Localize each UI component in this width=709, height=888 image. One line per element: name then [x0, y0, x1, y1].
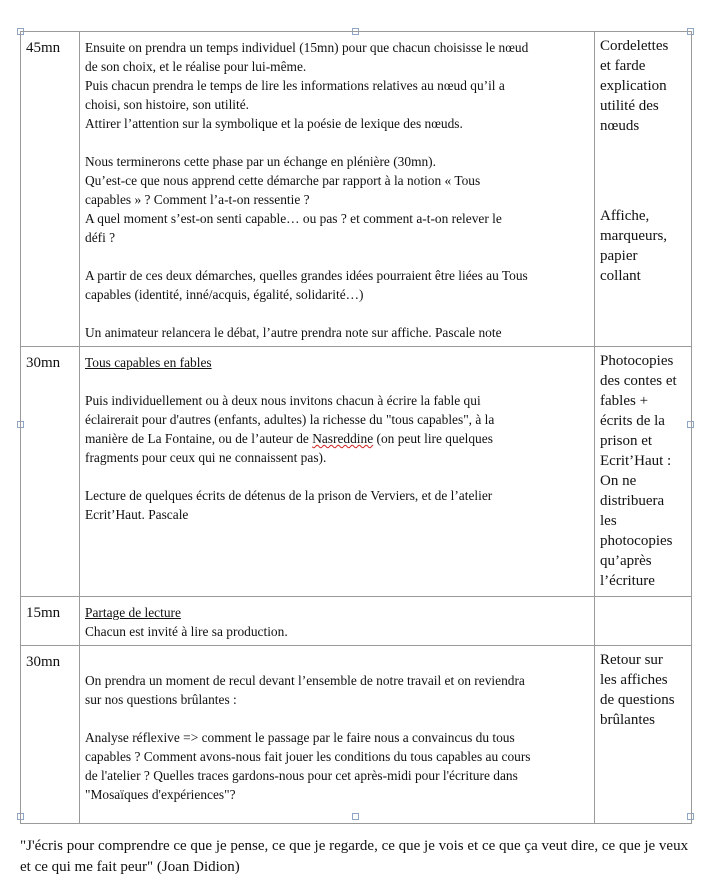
duration: 30mn [26, 654, 61, 670]
table-row [21, 646, 692, 824]
paragraph: Lecture de quelques écrits de détenus de la prison de Verviers, et de l’atelier Ecrit’Haut. Pascale [85, 488, 493, 522]
description-cell[interactable] [80, 347, 595, 597]
paragraph: Nous terminerons cette phase par un échange en plénière (30mn). Qu’est-ce que nous apprend cette démarche par rapport à la notion « Tous capables » ? Comment l’a-t-on ressentie ? A quel moment s’est-on senti capable… ou pas ? et comment a-t-on relever le défi ? [85, 154, 502, 245]
duration: 30mn [26, 355, 61, 371]
text-run: (on peut lire quelques fragments pour ceux qui ne connaissent pas). [85, 431, 493, 465]
material-text [595, 597, 691, 601]
description-cell[interactable] [80, 646, 595, 824]
paragraph: Chacun est invité à lire sa production. [85, 624, 288, 639]
paragraph: Ensuite on prendra un temps individuel (15mn) pour que chacun choisisse le nœud de son choix, et le réalise pour lui-même. Puis chacun prendra le temps de lire les informations relatives au nœud qu’il a choisi, son histoire, son utilité. Attirer l’attention sur la symbolique et la poésie de lexique des nœuds. [85, 40, 529, 131]
paragraph: On prendra un moment de recul devant l’ensemble de notre travail et on reviendra sur nos questions brûlantes : [85, 673, 525, 707]
paragraph [85, 391, 590, 467]
material-cell[interactable] [595, 347, 692, 597]
material-cell[interactable] [595, 32, 692, 347]
duration: 15mn [26, 605, 61, 621]
paragraph: Analyse réflexive => comment le passage par le faire nous a convaincus du tous capables ? Comment avons-nous fait jouer les conditions du tous capables au cours de l'atelier ? Quelles traces gardons-nous pour cet après-midi pour l'écriture dans "Mosaïques d'expériences"? [85, 730, 531, 802]
section-heading: Partage de lecture [85, 605, 181, 620]
material-text: Retour sur les affiches de questions brûlantes [600, 652, 675, 728]
table-row [21, 347, 692, 597]
duration-cell[interactable] [21, 347, 80, 597]
table-row [21, 597, 692, 646]
description-cell[interactable] [80, 32, 595, 347]
duration-cell[interactable] [21, 597, 80, 646]
material-cell[interactable] [595, 646, 692, 824]
material-cell[interactable] [595, 597, 692, 646]
description-cell[interactable] [80, 597, 595, 646]
material-text: Affiche, marqueurs, papier collant [600, 208, 668, 284]
activity-table [20, 31, 692, 824]
paragraph: A partir de ces deux démarches, quelles grandes idées pourraient être liées au Tous capables (identité, inné/acquis, égalité, solidarité…) [85, 268, 528, 302]
duration: 45mn [26, 40, 61, 56]
material-text: Photocopies des contes et fables + écrits de la prison et Ecrit’Haut : On ne distribuera les photocopies qu’après l’écriture [600, 353, 677, 589]
section-heading: Tous capables en fables [85, 355, 212, 370]
table-row [21, 32, 692, 347]
misspelled-word: Nasreddine [312, 431, 374, 446]
duration-cell[interactable] [21, 32, 80, 347]
material-text: Cordelettes et farde explication utilité des nœuds [600, 38, 669, 134]
closing-quote: "J'écris pour comprendre ce que je pense, ce que je regarde, ce que je vois et ce que ça veut dire, ce que je veux et ce qui me fait peur" (Joan Didion) [20, 838, 689, 875]
text-run: Puis individuellement ou à deux nous invitons chacun à écrire la fable qui éclairerait pour d'autres (enfants, adultes) la richesse du "tous capables", à la manière de La Fontaine, ou de l’auteur de [85, 393, 495, 446]
paragraph: Un animateur relancera le débat, l’autre prendra note sur affiche. Pascale note [85, 325, 502, 340]
duration-cell[interactable] [21, 646, 80, 824]
